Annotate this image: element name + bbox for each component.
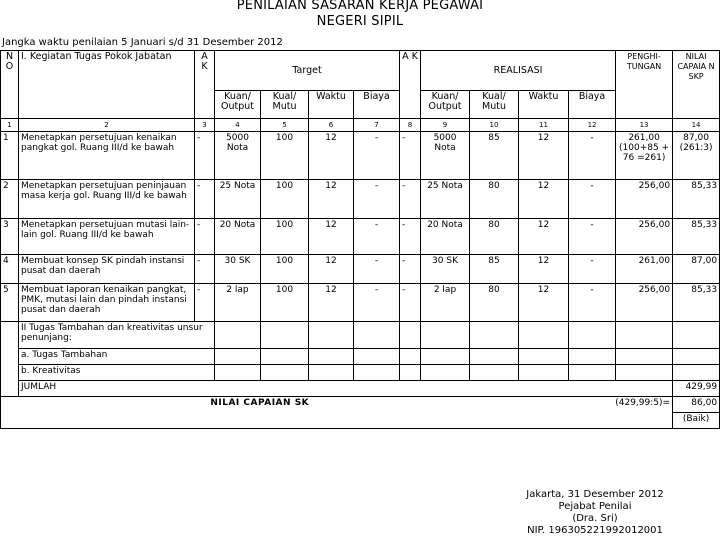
header-realisasi-biaya: Biaya	[569, 91, 616, 119]
row-target-waktu: 12	[309, 255, 354, 284]
row-realisasi-kual: 80	[470, 180, 519, 219]
header-realisasi-waktu: Waktu	[519, 91, 569, 119]
header-nilai: NILAI CAPAIA N SKP	[673, 51, 720, 119]
col-number: 2	[19, 119, 195, 132]
header-target-waktu: Waktu	[309, 91, 354, 119]
tugas-tambahan-label: a. Tugas Tambahan	[19, 349, 215, 365]
kreativitas-row	[1, 365, 720, 381]
row-no: 5	[1, 284, 19, 322]
jumlah-value: 429,99	[673, 381, 720, 397]
row-no: 2	[1, 180, 19, 219]
document-title-line2: NEGERI SIPIL	[316, 14, 404, 29]
row-target-waktu: 12	[309, 219, 354, 255]
skp-table	[0, 50, 720, 429]
kreativitas-label: b. Kreativitas	[19, 365, 215, 381]
column-number-row	[1, 119, 720, 132]
row-realisasi-kual: 80	[470, 219, 519, 255]
row-kegiatan: Membuat laporan kenaikan pangkat, PMK, mutasi lain dan pindah instansi pusat dan daerah	[19, 284, 195, 322]
table-row	[1, 132, 720, 180]
header-target: Target	[215, 51, 400, 91]
row-realisasi-kuan: 20 Nota	[421, 219, 470, 255]
row-nilai: 85,33	[673, 219, 720, 255]
header-realisasi: REALISASI	[421, 51, 616, 91]
row-nilai: 87,00 (261:3)	[673, 132, 720, 180]
row-penghitungan: 261,00	[616, 255, 673, 284]
col-number: 10	[470, 119, 519, 132]
row-realisasi-kuan: 30 SK	[421, 255, 470, 284]
row-realisasi-kual: 85	[470, 132, 519, 180]
header-realisasi-kual: Kual/ Mutu	[470, 91, 519, 119]
signature-role: Pejabat Penilai	[558, 501, 632, 512]
jumlah-label: JUMLAH	[19, 381, 673, 397]
row-ak-realisasi: -	[400, 180, 421, 219]
row-realisasi-waktu: 12	[519, 255, 569, 284]
row-target-kual: 100	[261, 180, 309, 219]
header-ak: A K	[195, 51, 215, 119]
row-kegiatan: Membuat konsep SK pindah instansi pusat dan daerah	[19, 255, 195, 284]
row-target-kuan: 25 Nota	[215, 180, 261, 219]
row-target-biaya: -	[354, 132, 400, 180]
nilai-capaian-label: NILAI CAPAIAN SK	[1, 397, 519, 413]
col-number: 13	[616, 119, 673, 132]
header-target-kual: Kual/ Mutu	[261, 91, 309, 119]
row-ak-realisasi: -	[400, 132, 421, 180]
nilai-capaian-grade: (Baik)	[673, 413, 720, 429]
row-realisasi-kuan: 2 lap	[421, 284, 470, 322]
row-ak: -	[195, 219, 215, 255]
row-ak: -	[195, 284, 215, 322]
nilai-capaian-grade-row	[1, 413, 720, 429]
row-target-biaya: -	[354, 180, 400, 219]
col-number: 8	[400, 119, 421, 132]
row-realisasi-waktu: 12	[519, 180, 569, 219]
header-kegiatan: I. Kegiatan Tugas Pokok Jabatan	[19, 51, 195, 119]
tugas-tambahan-header: II Tugas Tambahan dan kreativitas unsur penunjang:	[19, 322, 215, 349]
row-realisasi-biaya: -	[569, 132, 616, 180]
header-row-1	[1, 51, 720, 91]
header-realisasi-kuan: Kuan/ Output	[421, 91, 470, 119]
header-ak-realisasi: A K	[400, 51, 421, 119]
nilai-capaian-value: 86,00	[673, 397, 720, 413]
empty-cell	[1, 322, 19, 397]
row-target-kuan: 2 lap	[215, 284, 261, 322]
col-number: 3	[195, 119, 215, 132]
row-ak: -	[195, 132, 215, 180]
row-realisasi-kuan: 25 Nota	[421, 180, 470, 219]
col-number: 4	[215, 119, 261, 132]
col-number: 6	[309, 119, 354, 132]
row-nilai: 85,33	[673, 284, 720, 322]
row-kegiatan: Menetapkan persetujuan kenaikan pangkat gol. Ruang III/d ke bawah	[19, 132, 195, 180]
row-target-biaya: -	[354, 284, 400, 322]
table-row	[1, 180, 720, 219]
row-target-waktu: 12	[309, 180, 354, 219]
empty-cell	[1, 413, 673, 429]
row-ak-realisasi: -	[400, 219, 421, 255]
row-penghitungan: 261,00 (100+85 + 76 =261)	[616, 132, 673, 180]
row-target-kual: 100	[261, 219, 309, 255]
row-nilai: 87,00	[673, 255, 720, 284]
row-penghitungan: 256,00	[616, 219, 673, 255]
row-no: 3	[1, 219, 19, 255]
row-no: 4	[1, 255, 19, 284]
row-ak-realisasi: -	[400, 284, 421, 322]
jumlah-row	[1, 381, 720, 397]
col-number: 14	[673, 119, 720, 132]
row-kegiatan: Menetapkan persetujuan mutasi lain-lain gol. Ruang III/d ke bawah	[19, 219, 195, 255]
row-kegiatan: Menetapkan persetujuan peninjauan masa kerja gol. Ruang III/d ke bawah	[19, 180, 195, 219]
col-number: 11	[519, 119, 569, 132]
row-target-kuan: 5000 Nota	[215, 132, 261, 180]
row-realisasi-kual: 80	[470, 284, 519, 322]
row-realisasi-biaya: -	[569, 219, 616, 255]
row-realisasi-waktu: 12	[519, 284, 569, 322]
header-target-biaya: Biaya	[354, 91, 400, 119]
col-number: 1	[1, 119, 19, 132]
row-target-kuan: 20 Nota	[215, 219, 261, 255]
row-no: 1	[1, 132, 19, 180]
col-number: 5	[261, 119, 309, 132]
document-title-line1: PENILAIAN SASARAN KERJA PEGAWAI	[236, 0, 484, 13]
tugas-tambahan-header-row	[1, 322, 720, 349]
row-ak-realisasi: -	[400, 255, 421, 284]
nilai-capaian-calc: (429,99:5)=	[519, 397, 673, 413]
row-target-kual: 100	[261, 255, 309, 284]
header-no: N O	[1, 51, 19, 119]
row-target-kual: 100	[261, 284, 309, 322]
row-penghitungan: 256,00	[616, 180, 673, 219]
row-target-biaya: -	[354, 255, 400, 284]
row-ak: -	[195, 255, 215, 284]
row-target-waktu: 12	[309, 284, 354, 322]
col-number: 9	[421, 119, 470, 132]
nilai-capaian-row	[1, 397, 720, 413]
row-penghitungan: 256,00	[616, 284, 673, 322]
row-realisasi-biaya: -	[569, 284, 616, 322]
signature-nip: NIP. 196305221992012001	[527, 525, 663, 536]
header-penghitungan: PENGHI-TUNGAN	[616, 51, 673, 119]
row-realisasi-waktu: 12	[519, 219, 569, 255]
row-realisasi-biaya: -	[569, 255, 616, 284]
row-realisasi-biaya: -	[569, 180, 616, 219]
row-target-waktu: 12	[309, 132, 354, 180]
row-target-biaya: -	[354, 219, 400, 255]
col-number: 7	[354, 119, 400, 132]
row-target-kuan: 30 SK	[215, 255, 261, 284]
col-number: 12	[569, 119, 616, 132]
signature-name: (Dra. Sri)	[572, 513, 618, 524]
row-realisasi-kuan: 5000 Nota	[421, 132, 470, 180]
table-row	[1, 219, 720, 255]
table-row	[1, 255, 720, 284]
row-nilai: 85,33	[673, 180, 720, 219]
header-target-kuan: Kuan/ Output	[215, 91, 261, 119]
row-target-kual: 100	[261, 132, 309, 180]
signature-place-date: Jakarta, 31 Desember 2012	[526, 489, 664, 500]
row-realisasi-waktu: 12	[519, 132, 569, 180]
signature-block	[500, 489, 690, 537]
table-row	[1, 284, 720, 322]
row-ak: -	[195, 180, 215, 219]
tugas-tambahan-row	[1, 349, 720, 365]
row-realisasi-kual: 85	[470, 255, 519, 284]
assessment-period: Jangka waktu penilaian 5 Januari s/d 31 Desember 2012	[2, 37, 283, 48]
